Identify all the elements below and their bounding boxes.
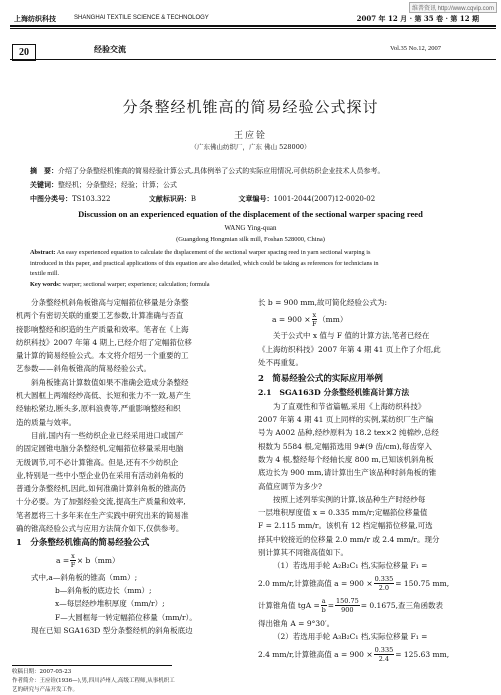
paragraph-line: 的固定圆锥电脑分条整经机,定幅筘位移量采用电脑 [16,444,184,454]
abstract-en-line [30,248,490,259]
right-column [258,296,490,665]
calc-fraction [374,646,395,663]
paragraph-line: 造的质量与效率。 [16,417,76,427]
issue-info-en: Vol.35 No.12, 2007 [390,45,441,52]
paragraph-line: F = 2.115 mm/r。该机有 12 档定幅筘位移量,可选 [258,521,433,531]
affiliation-en: (Guangdong Hongmian silk mill, Foshan 528000, China) [176,236,325,243]
paragraph-line: 2007 年第 4 期 41 页上同样的实例,某纺织厂生产编 [258,415,434,425]
abstract-cn [30,166,384,176]
paragraph-line: 十分必要。为了加强经验交流,提高生产质量和效率, [16,497,186,507]
fraction-numerator: x [312,310,317,319]
paragraph-line: 业,特别是一些中小型企业仍在采用有活动斜角板的 [16,470,184,480]
abstract-en-text: An easy experienced equation to calculate the displacement of the sectional warper spacing reed in yarn sectional warping is [56,249,371,256]
footnote-rule [12,665,172,666]
fraction-numerator: 150.75 [335,597,359,606]
fraction-denominator: b [321,606,326,615]
tan-fraction-ab [321,597,327,614]
clc-label: 中图分类号： [30,194,72,203]
abstract-en-line: introduced in this paper, and practical applications of this equation are also detailed, which could be taking as references for technicians in [30,259,379,267]
watermark: 维普资讯 http://www.cqvip.com [409,2,497,13]
abstract-label: 摘 要： [30,166,58,175]
title-en: Discussion on an experienced equation of the displacement of the sectional warper spacing reed [78,209,423,219]
calc-lhs: 2.0 mm/r,计算锥高值 a = 900 × [258,578,373,588]
paragraph-line: 确的锥高经验公式与应用方法简介如下,仅供参考。 [16,524,184,534]
journal-name-cn: 上海纺织科技 [14,14,56,23]
fraction-denominator: F [70,561,76,570]
where-line: b—斜角板的底边长（mm）; [55,585,152,595]
fraction-numerator: 0.335 [374,645,394,654]
paragraph-line: 现在已知 SGA163D 型分条整经机的斜角板底边 [31,625,193,635]
page-number: 20 [12,44,36,61]
column-name: 经验交流 [94,44,126,54]
article-no-value: 1001-2044(2007)12-0020-02 [273,195,376,203]
author-bio-line: 艺的研究与产品开发工作。 [12,687,79,693]
paragraph-line: 按照上述列举实例的计算,该品种生产时经纱每 [273,494,426,504]
paragraph-line: 接影响整经和织造的生产质量和效率。笔者在《上海 [16,324,189,334]
formula-2-fraction [312,311,318,328]
header-rule-thin [10,28,496,29]
fraction-denominator: 2.4 [378,654,390,663]
calc-lhs: 2.4 mm/r,计算锥高值 a = 900 × [258,649,373,659]
paragraph-line: 底边长为 900 mm,请计算出生产该品种时斜角板的锥 [258,468,437,478]
paragraph-line: （2）若选用手轮 A₃B₂C₁ 档,实际位移量 F₁ = [273,631,428,641]
paragraph-line: 纺织科技》2007 年第 4 期上,已经介绍了定幅筘位移 [16,337,192,347]
issue-info-cn: 2007 年 12 月 · 第 35 卷 · 第 12 期 [356,14,479,23]
fraction-denominator: F [312,319,317,328]
keywords-en-label: Key words: [30,280,61,288]
header-rule-top [10,25,496,27]
abstract-en [30,248,490,290]
paragraph-line: 得出锥角 A = 9°30′。 [258,618,335,628]
abstract-en-line: textile mill. [30,270,60,277]
paragraph-line: 普通分条整经机,因此,如何准确计算斜角板的锥高仍 [16,484,186,494]
section-heading-1: 1 分条整经机锥高的简易经验公式 [16,538,150,549]
where-line: F—大圆框每一转定幅筘位移量（mm/r）。 [55,612,197,622]
paragraph-line: 量计算的简易经验公式。本文将介绍另一个重要的工 [16,351,189,361]
formula-1-lhs: a = [56,555,70,565]
journal-name-en: SHANGHAI TEXTILE SCIENCE & TECHNOLOGY [74,15,209,21]
paragraph-line: 机大圆框上两端经纱高低、长短和张力不一致,易产生 [16,391,191,401]
keywords-en-text: warper; sectional warper; experience; calculation; formula [62,280,210,288]
left-column [16,296,241,637]
article-no-label: 文章编号： [238,194,274,203]
abstract-en-label: Abstract: [30,249,56,256]
article-title: 分条整经机锥高的简易经验公式探讨 [122,98,379,116]
paragraph-line: 别计算其不同锥高值如下。 [258,548,348,558]
fraction-numerator: a [321,597,326,606]
fraction-numerator: x [71,552,75,561]
keywords-text: 整经机；分条整经；经验；计算；公式 [58,181,177,189]
author-bio-line: 作者简介：王应铨(1936—),男,四川泸州人,高级工程师,从事机织工 [12,678,175,684]
paragraph-line: （1）若选用手轮 A₂B₂C₁ 档,实际位移量 F₁ = [273,561,428,571]
paragraph-line: 根数为 5584 根,定幅筘选用 9#(9 齿/cm),每齿穿入 [258,441,432,451]
tan-lhs: 计算锥角值 tgA = [258,600,320,610]
author-name: 王应铨 [233,131,267,141]
paragraph-line: 目前,国内有一些纺织企业已经采用进口或国产 [31,430,184,440]
formula-2-rhs: （mm） [318,314,348,324]
paragraph-line: 笔者愿将三十多年来在生产实践中研究出来的简易准 [16,510,189,520]
paragraph-line: 高值应调节为多少? [258,481,323,491]
paragraph-line: 关于公式中 x 值与 F 值的计算方法,笔者已经在 [273,331,430,341]
fraction-denominator: 2.0 [378,584,390,593]
calc-fraction [374,575,395,592]
paragraph-line: 一层堆积厚度值 x = 0.335 mm/r;定幅筘位移量值 [258,508,428,518]
step-1-calculation [258,573,490,595]
author-name-en: WANG Ying-quan [224,224,277,232]
paragraph-line: 分条整经机斜角板锥高与定幅筘位移量是分条整 [31,298,189,307]
step-1-tangent [258,595,490,617]
formula-1-rhs: × b（mm） [76,555,120,565]
paragraph-line: 《上海纺织科技》2007 年第 4 期 41 页上作了介绍,此 [258,344,441,354]
tan-fraction-values [335,597,360,614]
section-heading-2-1: 2.1 SGA163D 分条整经机锥高计算方法 [258,388,410,398]
calc-rhs: = 125.63 mm, [395,649,450,659]
where-line: 式中,a—斜角板的锥高（mm）; [31,572,138,582]
clc-value: TS103.322 [72,195,111,203]
paragraph-line: 为了直观性和节省篇幅,采用《上海纺织科技》 [273,401,426,411]
tan-rhs: = 0.1675,查三角函数表 [360,600,444,610]
paragraph-line: 艺参数——斜角板锥高的简易经验公式。 [16,364,151,374]
doc-code-label: 文献标识码： [148,194,191,203]
received-date: 收稿日期：2007-05-23 [12,669,72,675]
paragraph-line: 经轴松紧边,断头多,原料浪费等,严重影响整经和织 [16,404,181,414]
paragraph-line: 数为 4 根,整经每个经轴长度 800 m,已知该机斜角板 [258,454,434,464]
paragraph-line: 择其中较接近的位移量 2.0 mm/r 或 2.4 mm/r。现分 [258,534,440,544]
tan-equals: = [327,600,334,610]
formula-2-lhs: a = 900 × [272,314,311,324]
paragraph-line: 无级调节,可不必计算锥高。但是,还有不少纺织企 [16,457,179,467]
formula-1-fraction [70,552,76,569]
doc-code-value: B [190,195,197,203]
step-2-calculation [258,643,490,665]
paragraph-line: 机两个有密切关联的重要工艺参数,计算准确与否直 [16,311,184,321]
where-line: x—每层经纱堆积厚度（mm/r）; [55,599,165,609]
section-heading-2: 2 简易经验公式的实际应用举例 [258,374,383,385]
keywords-cn [30,180,177,190]
formula-1 [16,551,241,571]
paragraph-line: 斜角板锥高计算数值如果不准确会造成分条整经 [31,377,189,387]
keywords-en-line [30,280,490,291]
paragraph-line: 长 b = 900 mm,故可简化经验公式为: [258,298,388,307]
header-rule-bottom [10,59,496,60]
formula-2 [258,309,490,329]
fraction-denominator: 900 [341,606,354,615]
calc-rhs: = 150.75 mm, [395,578,450,588]
paragraph-line: 号为 A002 品种,经纱原料为 18.2 tex×2 纯棉纱,总经 [258,428,439,438]
fraction-numerator: 0.335 [374,575,394,584]
abstract-text: 介绍了分条整经机锥高的简易经验计算公式,具体例举了公式的实际应用情况,可供纺织企业技术人员参考。 [58,167,385,175]
classification-line [30,194,375,204]
keywords-label: 关键词： [30,180,58,189]
paragraph-line: 处不再重复。 [258,357,303,367]
affiliation: （广东佛山纺织厂，广东 佛山 528000） [190,143,311,151]
